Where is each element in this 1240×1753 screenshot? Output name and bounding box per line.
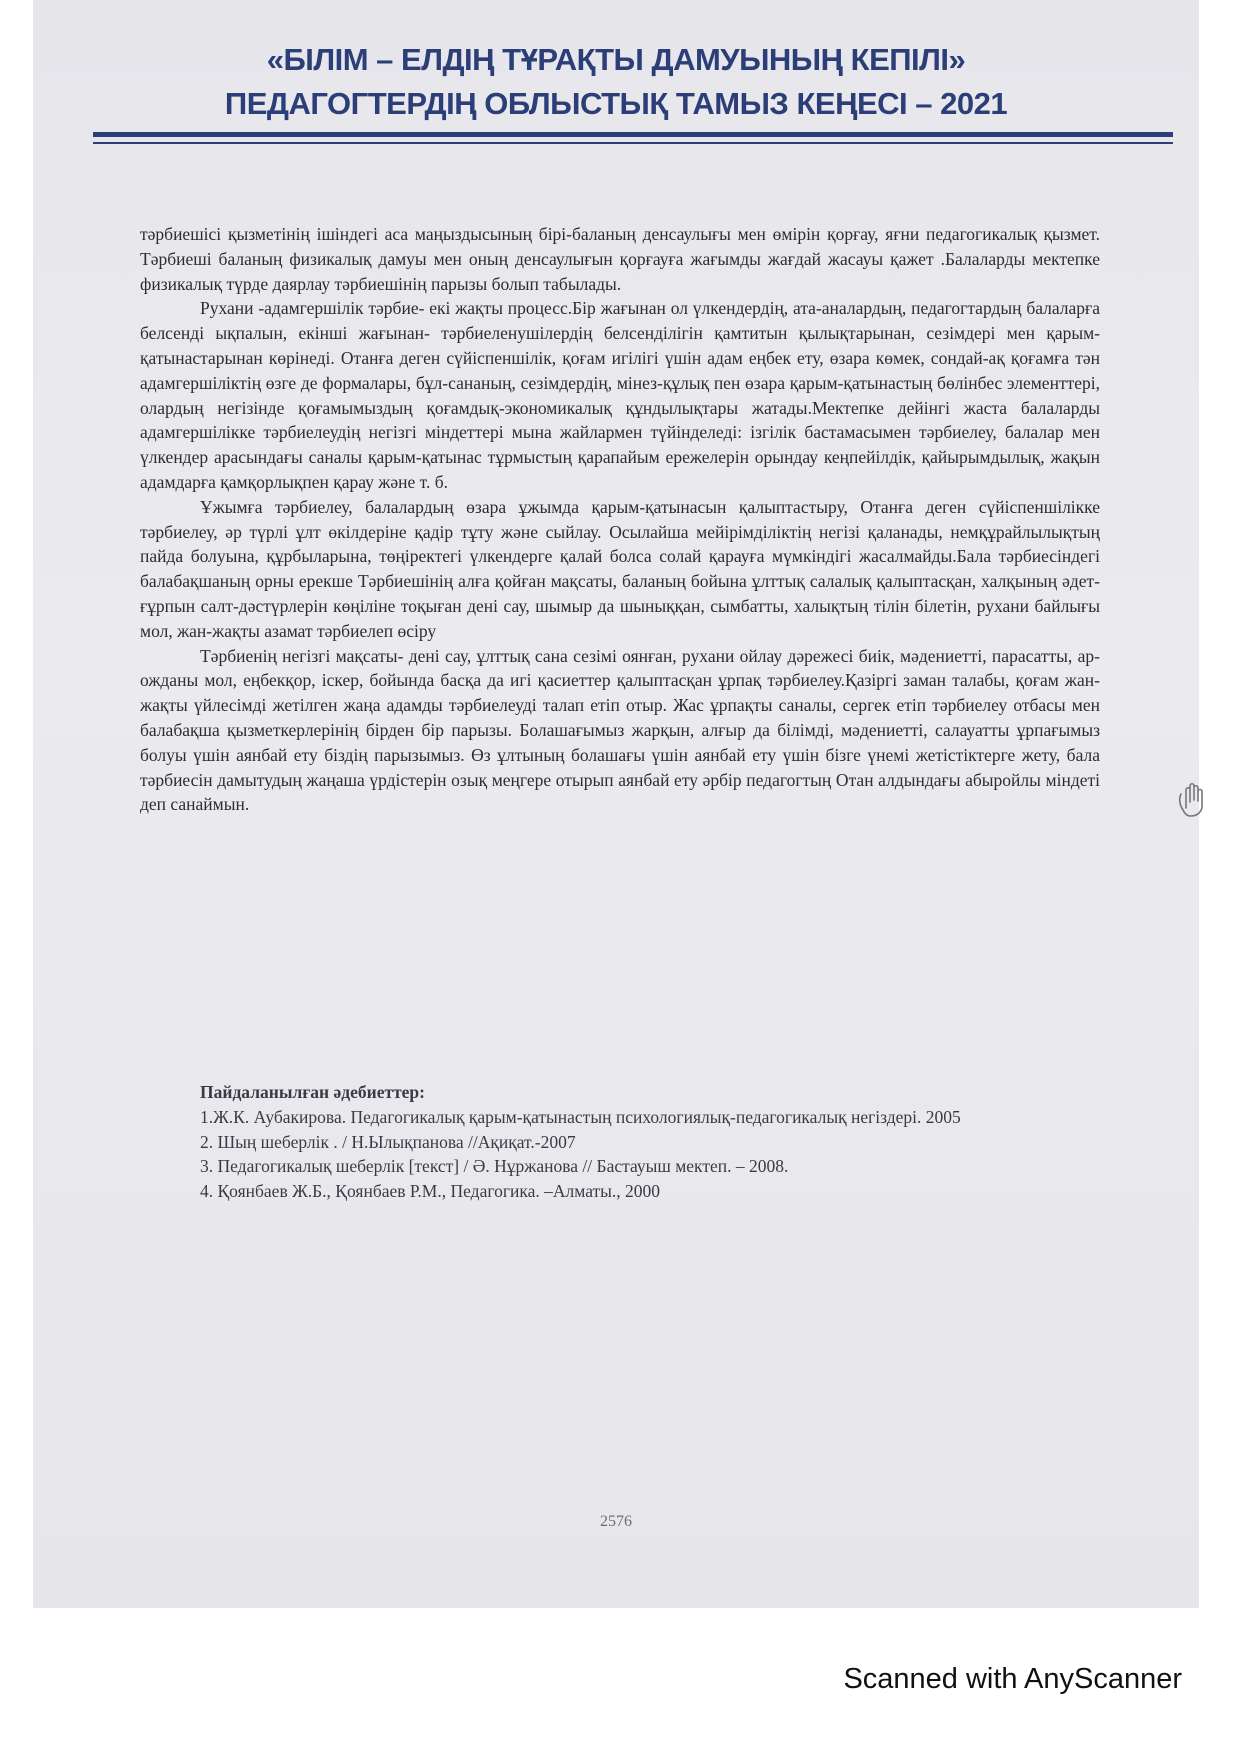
paragraph-4: Тәрбиенің негізгі мақсаты- дені сау, ұлттық сана сезімі оянған, рухани ойлау дәрежесі биік, мәдениетті, парасатты, ар-ожданы мол, еңбекқор, іскер, бойында басқа да игі қасиеттер қалыптасқан ұрпақ тәрбиелеу.Қазіргі заман талабы, қоғам жан- жақты үйлесімді жетілген жаңа адамды тәрбиелеуді талап етіп отыр. Жас ұрпақты саналы, сергек етіп тәрбиелеу отбасы мен балабақша қызметкерлерінің бірден бір парызы. Болашағымыз жарқын, алғыр да білімді, мәдениетті, салауатты ұрпағымыз болуы үшін аянбай ету біздің парызымыз. Өз ұлтының болашағы үшін аянбай ету үшін бізге үнемі жетістіктерге жету, бала тәрбиесін дамытудың жаңаша үрдістерін озық меңгере отырып аянбай ету әрбір педагогтың Отан алдындағы абыройлы міндеті деп санаймын. <box>140 645 1100 815</box>
scanner-watermark: Scanned with AnyScanner <box>843 1663 1182 1695</box>
paragraph-1: тәрбиешісі қызметінің ішіндегі аса маңыздысының бірі-баланың денсаулығы мен өмірін қорғау, яғни педагогикалық қызмет. Тәрбиеші баланың физикалық дамуы мен оның денсаулығын қорғауға жағымды жағдай жасауы қажет .Балаларды мектепке физикалық түрде даярлау тәрбиешінің парызы болып табылады. <box>140 224 1100 294</box>
references-section <box>140 1080 1100 1204</box>
conference-header <box>33 38 1199 126</box>
header-line-1: «БІЛІМ – ЕЛДІҢ ТҰРАҚТЫ ДАМУЫНЫҢ КЕПІЛІ» <box>266 42 966 77</box>
references-title: Пайдаланылған әдебиеттер: <box>200 1082 425 1102</box>
header-rule-thick <box>93 132 1173 137</box>
paragraph-3: Ұжымға тәрбиелеу, балалардың өзара ұжымда қарым-қатынасын қалыптастыру, Отанға деген сүйіспеншілікке тәрбиелеу, әр түрлі ұлт өкілдеріне қадір тұту және сыйлау. Осылайша мейірімділіктің негізі қаланады, немқұрайлылықтың пайда болуына, құрбыларына, төңіректегі үлкендерге қалай болса солай қарауға мүмкіндігі жасалмайды.Бала тәрбиесіндегі балабақшаның орны ерекше Тәрбиешінің алға қойған мақсаты, баланың бойына ұлттық салалық қалыптасқан, халқының әдет-ғұрпын салт-дәстүрлерін көңіліне тоқыған дені сау, шымыр да шыныққан, сымбатты, халықтың тілін білетін, рухани байлығы мол, жан-жақты азамат тәрбиелеп өсіру <box>140 496 1100 641</box>
article-body <box>140 222 1100 817</box>
reference-item: 2. Шың шеберлік . / Н.Ылықпанова //Ақиқат.-2007 <box>200 1131 576 1152</box>
reference-item: 4. Қоянбаев Ж.Б., Қоянбаев Р.М., Педагогика. –Алматы., 2000 <box>200 1181 661 1202</box>
hand-cursor-icon <box>1171 780 1211 820</box>
header-rule-thin <box>93 142 1173 144</box>
reference-item: 1.Ж.К. Аубакирова. Педагогикалық қарым-қатынастың психологиялық-педагогикалық негіздері. 2005 <box>200 1106 961 1127</box>
reference-item: 3. Педагогикалық шеберлік [текст] / Ә. Нұржанова // Бастауыш мектеп. – 2008. <box>200 1156 789 1177</box>
scanned-page <box>33 0 1199 1608</box>
page-number: 2576 <box>600 1513 632 1530</box>
paragraph-2: Рухани -адамгершілік тәрбие- екі жақты процесс.Бір жағынан ол үлкендердің, ата-аналардың, педагогтардың балаларға белсенді ықпалын, екінші жағынан- тәрбиеленушілердің белсенділігін қамтитын қылықтарынан, сезімдері мен қарым- қатынастарынан көрінеді. Отанға деген сүйіспеншілік, қоғам игілігі үшін адам еңбек ету, өзара көмек, сондай-ақ қоғамға тән адамгершіліктің өзге де формалары, бұл-сананың, сезімдердің, мінез-құлық пен өзара қарым-қатынастың бөлінбес элементтері, олардың негізінде қоғамымыздың қоғамдық-экономикалық құндылықтары жатады.Мектепке дейінгі жаста балаларды адамгершілікке тәрбиелеудің негізгі міндеттері мына жайлармен түйінделеді: ізгілік бастамасымен тәрбиелеу, балалар мен үлкендер арасындағы саналы қарым-қатынас тұрмыстың қарапайым ережелерін орындау кеңпейілдік, қайырымдылық, жақын адамдарға қамқорлықпен қарау және т. б. <box>140 298 1100 492</box>
header-line-2: ПЕДАГОГТЕРДІҢ ОБЛЫСТЫҚ ТАМЫЗ КЕҢЕСІ – 2021 <box>224 86 1008 121</box>
